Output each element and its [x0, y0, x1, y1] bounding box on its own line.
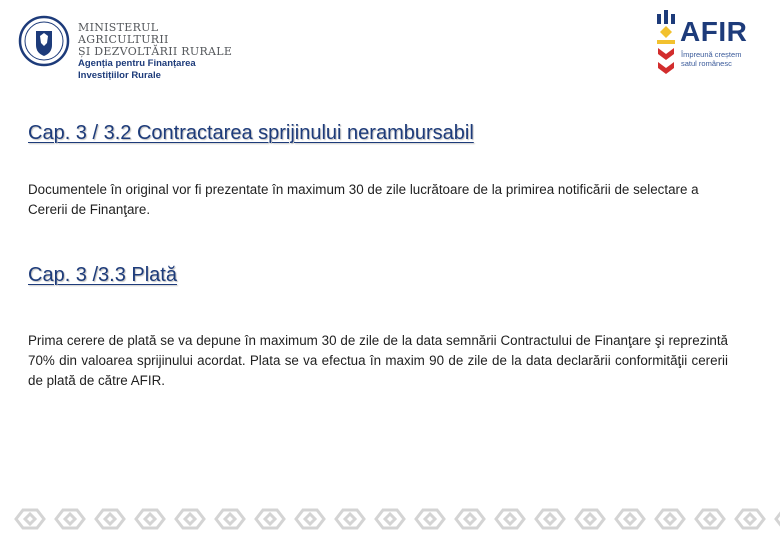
section-heading-plata: Cap. 3 /3.3 Plată [28, 264, 177, 286]
agency-name: Agenția pentru Finanțarea Investițiilor Rurale [78, 58, 196, 81]
afir-emblem-icon [654, 10, 678, 76]
section-heading-contractare: Cap. 3 / 3.2 Contractarea sprijinului nerambursabil [28, 122, 474, 144]
pattern-motif [56, 510, 84, 528]
afir-logo [654, 10, 766, 80]
ministry-header [18, 12, 248, 87]
pattern-motif [336, 510, 364, 528]
pattern-motif [736, 510, 764, 528]
section-body-contractare: Documentele în original vor fi prezentate în maximum 30 de zile lucrătoare de la primirea notificării de selectare a Cererii de Finanţare. [28, 182, 699, 217]
pattern-motif [496, 510, 524, 528]
afir-tagline: Împreună creștem satul românesc [681, 50, 742, 68]
pattern-motif [216, 510, 244, 528]
section-body-plata: Prima cerere de plată se va depune în maximum 30 de zile de la data semnării Contractului de Finanţare şi reprezintă 70% din valoarea sprijinului acordat. Plata se va efectua în maxim 90 de zile de la data declarării conformităţii cererii de plată de către AFIR. [28, 333, 728, 388]
romanian-government-crest-icon [18, 14, 70, 68]
pattern-motif [696, 510, 724, 528]
pattern-motif [776, 510, 780, 528]
pattern-motif [456, 510, 484, 528]
pattern-motif [416, 510, 444, 528]
pattern-motif [16, 510, 44, 528]
pattern-motif [376, 510, 404, 528]
pattern-motif [136, 510, 164, 528]
pattern-motif [536, 510, 564, 528]
afir-wordmark: AFIR [680, 16, 748, 47]
pattern-motif [256, 510, 284, 528]
pattern-motif [296, 510, 324, 528]
pattern-motif [96, 510, 124, 528]
pattern-motif [656, 510, 684, 528]
pattern-motif [616, 510, 644, 528]
ministry-name: MINISTERUL AGRICULTURII ȘI DEZVOLTĂRII RURALE [78, 21, 233, 58]
pattern-motif [576, 510, 604, 528]
traditional-pattern-border [0, 498, 780, 540]
pattern-motif [176, 510, 204, 528]
